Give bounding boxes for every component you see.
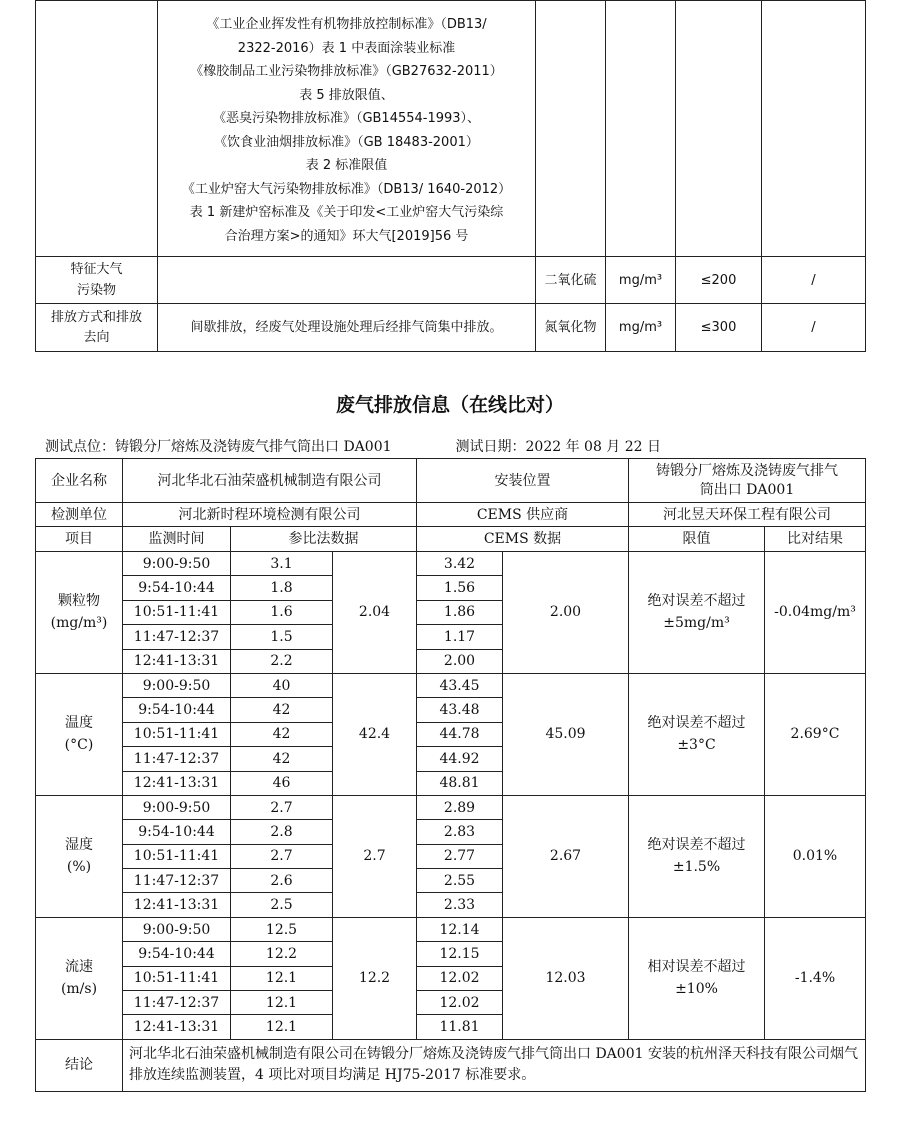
monitor-time: 9:54-10:44 xyxy=(123,698,231,722)
characteristic-pollutant-row xyxy=(36,257,866,304)
pollutant-unit: mg/m³ xyxy=(606,304,676,352)
limit-value: 绝对误差不超过 ±3°C xyxy=(629,673,765,795)
characteristic-pollutant-label: 特征大气 污染物 xyxy=(36,257,158,304)
reference-average: 2.7 xyxy=(333,795,417,917)
parameter-rows xyxy=(36,552,866,1040)
limit-value: 绝对误差不超过 ±1.5% xyxy=(629,795,765,917)
cems-supplier-label: CEMS 供应商 xyxy=(417,503,629,527)
standard-line: 合治理方案>的通知》环大气[2019]56 号 xyxy=(224,228,469,244)
standard-line: 《工业企业挥发性有机物排放控制标准》（DB13/ xyxy=(206,17,487,32)
reference-value: 1.6 xyxy=(231,600,333,624)
inspector: 河北新时程环境检测有限公司 xyxy=(123,503,417,527)
comparison-result: -0.04mg/m³ xyxy=(765,552,866,674)
monitor-time: 12:41-13:31 xyxy=(123,771,231,795)
cems-value: 2.00 xyxy=(417,649,503,673)
cems-value: 2.55 xyxy=(417,869,503,893)
monitor-time: 9:54-10:44 xyxy=(123,820,231,844)
conclusion-label: 结论 xyxy=(36,1039,123,1091)
pollutant-name: 氮氧化物 xyxy=(536,304,606,352)
inspector-row xyxy=(36,503,866,527)
monitor-time: 11:47-12:37 xyxy=(123,991,231,1015)
characteristic-pollutant-content xyxy=(158,257,536,304)
monitor-time: 12:41-13:31 xyxy=(123,1015,231,1039)
pollutant-extra: / xyxy=(762,304,866,352)
reference-value: 2.8 xyxy=(231,820,333,844)
monitor-time: 12:41-13:31 xyxy=(123,649,231,673)
cems-supplier: 河北昱天环保工程有限公司 xyxy=(629,503,866,527)
cems-value: 2.77 xyxy=(417,844,503,868)
online-comparison-table xyxy=(35,458,866,1092)
test-point: 铸锻分厂熔炼及浇铸废气排气筒出口 DA001 xyxy=(115,439,392,455)
cems-value: 1.17 xyxy=(417,625,503,649)
cems-value: 1.86 xyxy=(417,600,503,624)
standards-label-cell xyxy=(36,1,158,257)
reference-value: 2.5 xyxy=(231,893,333,917)
header-result: 比对结果 xyxy=(765,527,866,552)
cems-average: 2.00 xyxy=(503,552,629,674)
standard-line: 《橡胶制品工业污染物排放标准》（GB27632-2011） xyxy=(190,64,503,79)
standards-row xyxy=(36,1,866,257)
reference-value: 3.1 xyxy=(231,552,333,576)
cems-value: 12.02 xyxy=(417,991,503,1015)
parameter-name: 湿度 (%) xyxy=(36,795,123,917)
comparison-result: 2.69°C xyxy=(765,673,866,795)
monitor-time: 9:00-9:50 xyxy=(123,673,231,697)
reference-value: 1.5 xyxy=(231,625,333,649)
monitor-time: 10:51-11:41 xyxy=(123,600,231,624)
cems-value: 44.78 xyxy=(417,722,503,746)
table-row xyxy=(36,673,866,697)
cems-value: 44.92 xyxy=(417,747,503,771)
reference-value: 12.5 xyxy=(231,917,333,941)
discharge-method-label: 排放方式和排放 去向 xyxy=(36,304,158,352)
reference-value: 12.1 xyxy=(231,966,333,990)
inspector-label: 检测单位 xyxy=(36,503,123,527)
conclusion-row xyxy=(36,1039,866,1091)
pollutant-limit: ≤300 xyxy=(676,304,762,352)
monitor-time: 10:51-11:41 xyxy=(123,966,231,990)
cems-value: 11.81 xyxy=(417,1015,503,1039)
cems-average: 12.03 xyxy=(503,917,629,1039)
monitor-time: 9:54-10:44 xyxy=(123,942,231,966)
test-point-label: 测试点位： xyxy=(45,439,115,455)
cems-value: 3.42 xyxy=(417,552,503,576)
cems-value: 2.33 xyxy=(417,893,503,917)
reference-value: 12.1 xyxy=(231,1015,333,1039)
company-name-label: 企业名称 xyxy=(36,459,123,503)
company-name: 河北华北石油荣盛机械制造有限公司 xyxy=(123,459,417,503)
standard-line: 《恶臭污染物排放标准》（GB14554-1993）、 xyxy=(212,111,481,126)
cems-value: 43.48 xyxy=(417,698,503,722)
reference-value: 12.1 xyxy=(231,991,333,1015)
pollutant-unit: mg/m³ xyxy=(606,257,676,304)
reference-value: 42 xyxy=(231,722,333,746)
reference-value: 2.2 xyxy=(231,649,333,673)
header-cems: CEMS 数据 xyxy=(417,527,629,552)
reference-average: 12.2 xyxy=(333,917,417,1039)
monitor-time: 10:51-11:41 xyxy=(123,722,231,746)
reference-value: 46 xyxy=(231,771,333,795)
parameter-name: 颗粒物 (mg/m³) xyxy=(36,552,123,674)
monitor-time: 11:47-12:37 xyxy=(123,869,231,893)
reference-value: 42 xyxy=(231,698,333,722)
header-item: 项目 xyxy=(36,527,123,552)
monitor-time: 9:00-9:50 xyxy=(123,795,231,819)
standard-line: 《饮食业油烟排放标准》（GB 18483-2001） xyxy=(214,134,479,150)
reference-value: 2.7 xyxy=(231,795,333,819)
install-location-label: 安装位置 xyxy=(417,459,629,503)
header-time: 监测时间 xyxy=(123,527,231,552)
emission-standards-table xyxy=(35,0,866,352)
comparison-result: -1.4% xyxy=(765,917,866,1039)
test-date-label: 测试日期： xyxy=(455,439,526,455)
reference-value: 1.8 xyxy=(231,576,333,600)
reference-average: 42.4 xyxy=(333,673,417,795)
monitor-time: 11:47-12:37 xyxy=(123,625,231,649)
cems-value: 12.15 xyxy=(417,942,503,966)
cems-value: 12.14 xyxy=(417,917,503,941)
test-info-line xyxy=(45,436,865,456)
standard-line: 2322-2016）表 1 中表面涂装业标准 xyxy=(237,40,456,56)
reference-value: 40 xyxy=(231,673,333,697)
limit-value: 绝对误差不超过 ±5mg/m³ xyxy=(629,552,765,674)
monitor-time: 11:47-12:37 xyxy=(123,747,231,771)
section-title: 废气排放信息（在线比对） xyxy=(335,394,564,416)
monitor-time: 12:41-13:31 xyxy=(123,893,231,917)
monitor-time: 9:00-9:50 xyxy=(123,552,231,576)
comparison-result: 0.01% xyxy=(765,795,866,917)
cems-value: 1.56 xyxy=(417,576,503,600)
table-row xyxy=(36,795,866,819)
cems-value: 2.89 xyxy=(417,795,503,819)
conclusion-text: 河北华北石油荣盛机械制造有限公司在铸锻分厂熔炼及浇铸废气排气筒出口 DA001 安装的杭州泽天科技有限公司烟气排放连续监测装置，4 项比对项目均满足 HJ75-2017 标准要求。 xyxy=(123,1039,866,1091)
reference-value: 42 xyxy=(231,747,333,771)
reference-value: 2.6 xyxy=(231,869,333,893)
cems-value: 12.02 xyxy=(417,966,503,990)
standard-line: 表 1 新建炉窑标准及《关于印发<工业炉窑大气污染综 xyxy=(189,205,504,220)
discharge-method-content: 间歇排放，经废气处理设施处理后经排气筒集中排放。 xyxy=(158,304,536,352)
reference-value: 12.2 xyxy=(231,942,333,966)
install-location: 铸锻分厂熔炼及浇铸废气排气 筒出口 DA001 xyxy=(629,459,866,503)
standard-line: 表 2 标准限值 xyxy=(305,158,388,173)
parameter-name: 温度 (°C) xyxy=(36,673,123,795)
cems-value: 43.45 xyxy=(417,673,503,697)
limit-value: 相对误差不超过 ±10% xyxy=(629,917,765,1039)
test-date: 2022 年 08 月 22 日 xyxy=(525,439,662,455)
monitor-time: 10:51-11:41 xyxy=(123,844,231,868)
header-limit: 限值 xyxy=(629,527,765,552)
header-row xyxy=(36,527,866,552)
header-ref: 参比法数据 xyxy=(231,527,417,552)
pollutant-limit: ≤200 xyxy=(676,257,762,304)
reference-value: 2.7 xyxy=(231,844,333,868)
pollutant-name: 二氧化硫 xyxy=(536,257,606,304)
table-row xyxy=(36,552,866,576)
company-row xyxy=(36,459,866,503)
parameter-name: 流速 (m/s) xyxy=(36,917,123,1039)
monitor-time: 9:00-9:50 xyxy=(123,917,231,941)
cems-average: 2.67 xyxy=(503,795,629,917)
reference-average: 2.04 xyxy=(333,552,417,674)
cems-value: 2.83 xyxy=(417,820,503,844)
discharge-method-row xyxy=(36,304,866,352)
pollutant-extra: / xyxy=(762,257,866,304)
standard-line: 表 5 排放限值、 xyxy=(299,87,394,103)
monitor-time: 9:54-10:44 xyxy=(123,576,231,600)
cems-value: 48.81 xyxy=(417,771,503,795)
standard-line: 《工业炉窑大气污染物排放标准》（DB13/ 1640-2012） xyxy=(181,181,512,197)
standards-cell xyxy=(158,1,536,257)
cems-average: 45.09 xyxy=(503,673,629,795)
table-row xyxy=(36,917,866,941)
